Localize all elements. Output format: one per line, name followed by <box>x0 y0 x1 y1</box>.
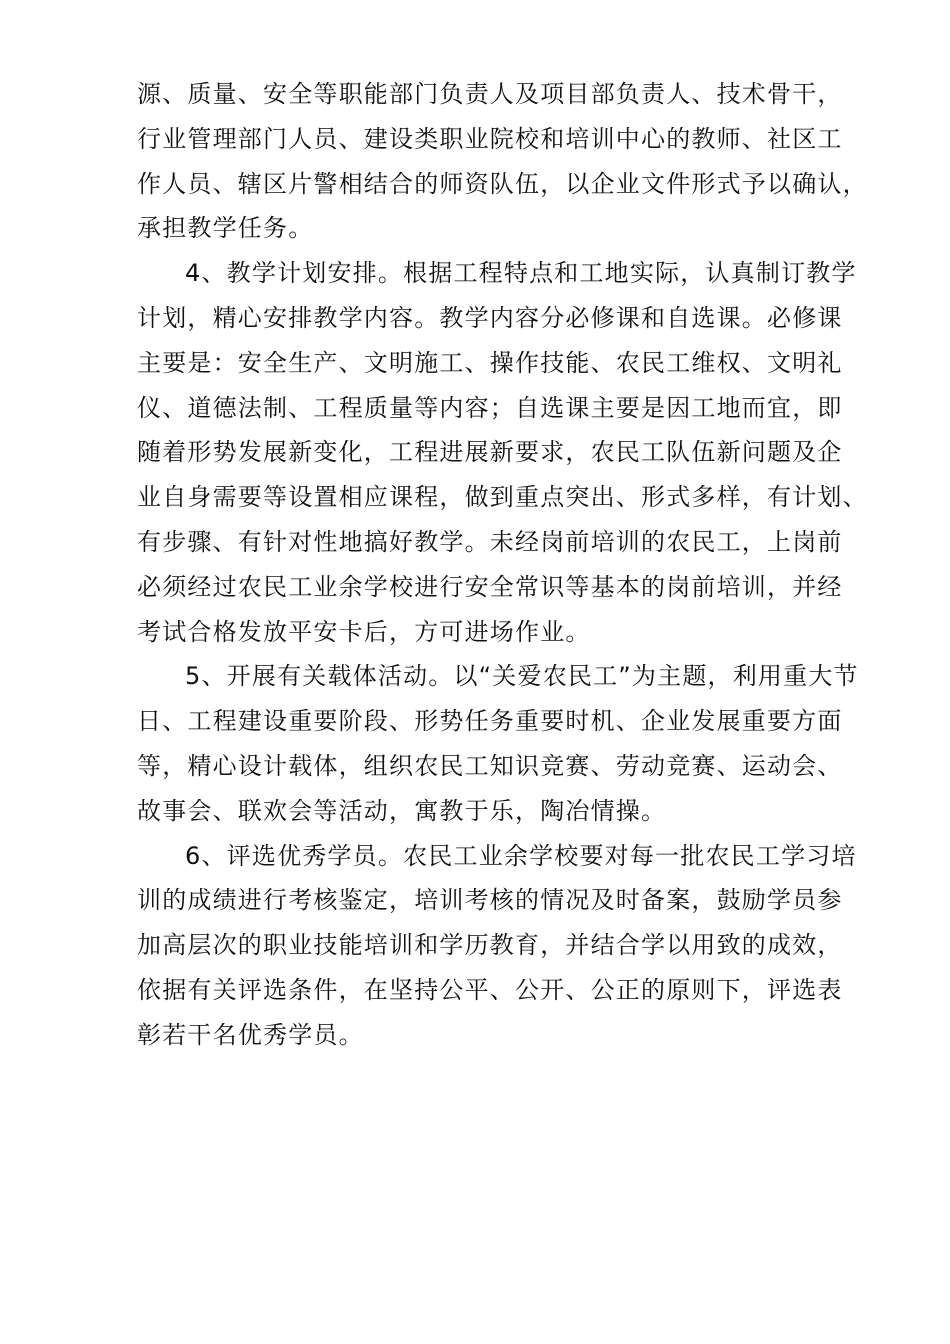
text-line: 彰若干名优秀学员。 <box>137 1020 364 1049</box>
text-line: 源、质量、安全等职能部门负责人及项目部负责人、技术骨干， <box>137 80 843 108</box>
text-line: 等，精心设计载体，组织农民工知识竞赛、劳动竞赛、运动会、 <box>137 751 843 780</box>
text-line: 有步骤、有针对性地搞好教学。未经岗前培训的农民工，上岗前 <box>137 527 843 556</box>
document-body <box>137 72 867 1058</box>
text-line: 日、工程建设重要阶段、形势任务重要时机、企业发展重要方面 <box>137 707 843 736</box>
paragraph-continued <box>137 72 867 251</box>
text-line-first: 6、评选优秀学员。农民工业余学校要对每一批农民工学习培 <box>185 841 857 870</box>
text-line: 训的成绩进行考核鉴定，培训考核的情况及时备案，鼓励学员参 <box>137 886 843 915</box>
paragraph-5-activities <box>137 654 867 833</box>
text-line: 依据有关评选条件，在坚持公平、公开、公正的原则下，评选表 <box>137 975 843 1004</box>
text-line: 作人员、辖区片警相结合的师资队伍，以企业文件形式予以确认， <box>137 169 868 198</box>
text-line: 加高层次的职业技能培训和学历教育，并结合学以用致的成效， <box>137 931 843 960</box>
text-line: 计划，精心安排教学内容。教学内容分必修课和自选课。必修课 <box>137 303 843 332</box>
text-line-first: 4、教学计划安排。根据工程特点和工地实际，认真制订教学 <box>185 259 857 288</box>
text-line: 仪、道德法制、工程质量等内容；自选课主要是因工地而宜，即 <box>137 393 843 422</box>
paragraph-4-teaching-plan <box>137 251 867 654</box>
text-line: 考试合格发放平安卡后，方可进场作业。 <box>137 617 591 646</box>
text-line: 随着形势发展新变化，工程进展新要求，农民工队伍新问题及企 <box>137 438 843 467</box>
text-line-first: 5、开展有关载体活动。以“关爱农民工”为主题，利用重大节 <box>185 662 859 691</box>
text-line: 必须经过农民工业余学校进行安全常识等基本的岗前培训，并经 <box>137 572 843 601</box>
text-line: 承担教学任务。 <box>137 214 314 243</box>
text-line: 主要是：安全生产、文明施工、操作技能、农民工维权、文明礼 <box>137 348 843 377</box>
paragraph-6-excellent-students <box>137 834 867 1058</box>
text-line: 行业管理部门人员、建设类职业院校和培训中心的教师、社区工 <box>137 124 843 153</box>
text-line: 业自身需要等设置相应课程，做到重点突出、形式多样，有计划、 <box>137 483 868 512</box>
text-line: 故事会、联欢会等活动，寓教于乐，陶冶情操。 <box>137 796 667 825</box>
